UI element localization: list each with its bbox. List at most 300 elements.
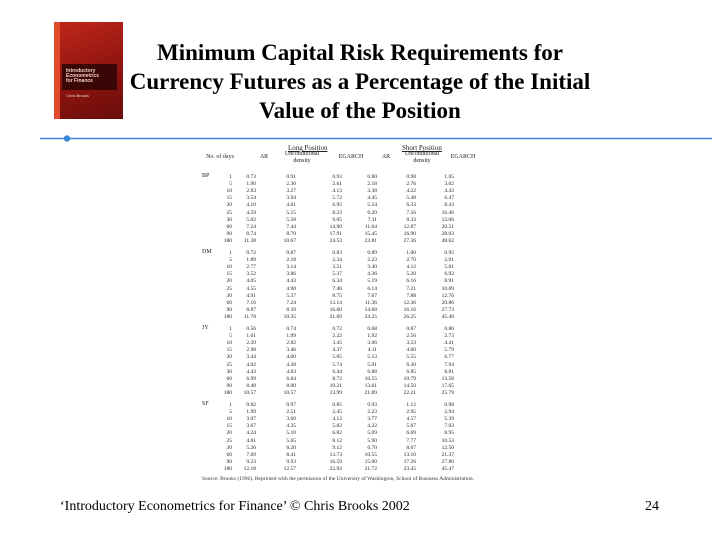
table-cell: 25.79 (441, 389, 454, 396)
table-cell: 10.35 (283, 313, 296, 320)
slide-title: Minimum Capital Risk Requirements for Currency Futures as a Percentage of the Initial Value of the Position (129, 40, 591, 123)
table-cell: 4.00 (286, 354, 296, 361)
table-cell: 26.25 (403, 313, 416, 320)
table-cell: 6.14 (367, 285, 377, 292)
table-cell: 1.99 (246, 409, 256, 416)
table-cell: 0.56 (246, 326, 256, 332)
table-cell: 5.15 (286, 209, 296, 216)
table-cell: 8.74 (246, 230, 256, 237)
table-cell: 5.02 (246, 216, 256, 223)
table-cell: 1.00 (406, 250, 416, 256)
table-cell: 12.18 (243, 465, 256, 472)
table-cell: 5.37 (332, 271, 342, 278)
table-cell: 45.48 (441, 313, 454, 320)
table-cell: 3.77 (367, 416, 377, 423)
table-cell: 5.39 (444, 416, 454, 423)
table-cell: 2.73 (444, 333, 454, 340)
table-cell: 0.68 (367, 326, 377, 332)
table-cell: 5.67 (406, 423, 416, 430)
table-cell: 4.55 (246, 285, 256, 292)
table-cell: 13.61 (364, 382, 377, 389)
table-cell: 4.83 (286, 368, 296, 375)
table-cell: 25 (226, 437, 232, 444)
table-cell: 3.40 (367, 264, 377, 271)
table-cell: 13.99 (329, 389, 342, 396)
book-cover-image (54, 22, 123, 119)
table-cell: 4.12 (332, 416, 342, 423)
table-cell: 16.59 (329, 458, 342, 465)
table-cell: 7.21 (406, 285, 416, 292)
table-cell: 20 (226, 354, 232, 361)
table-cell: 2.70 (406, 257, 416, 264)
table-cell: 60 (226, 223, 232, 230)
table-cell: 5 (229, 257, 232, 264)
table-cell: 4.41 (444, 340, 454, 347)
table-cell: 22.21 (403, 389, 416, 396)
table-cell: 5.55 (406, 354, 416, 361)
table-cell: 22.92 (329, 465, 342, 472)
book-spine (54, 22, 60, 119)
table-cell: 180 (223, 465, 232, 472)
footer-citation: ‘Introductory Econometrics for Finance’ © Chris Brooks 2002 (60, 499, 410, 514)
table-cell: 4.12 (406, 264, 416, 271)
table-cell: 12.36 (403, 299, 416, 306)
table-cell: 1.61 (246, 333, 256, 340)
table-cell: 8.81 (444, 368, 454, 375)
table-cell: 2.34 (332, 257, 342, 264)
table-cell: 4.22 (367, 423, 377, 430)
table-cell: 2.95 (406, 409, 416, 416)
book-author: Chris Brooks (66, 93, 89, 98)
table-cell: 90 (226, 382, 232, 389)
table-cell: 3.94 (286, 195, 296, 202)
table-cell: 0.82 (246, 402, 256, 408)
table-cell: 5.48 (406, 195, 416, 202)
table-cell: 2.61 (332, 181, 342, 188)
table-cell: 4.05 (246, 278, 256, 285)
table-cell: 0.72 (332, 326, 342, 332)
table-cell: 3.54 (246, 195, 256, 202)
col-header-uncond-short: Unconditional density (404, 151, 440, 164)
table-cell: 9.23 (246, 458, 256, 465)
table-cell: 90 (226, 306, 232, 313)
table-cell: 0.73 (246, 174, 256, 180)
table-cell: 12.50 (441, 444, 454, 451)
table-cell: 2.51 (286, 409, 296, 416)
table-cell: 4.38 (286, 361, 296, 368)
table-cell: 23.45 (403, 465, 416, 472)
table-cell: 5.74 (332, 361, 342, 368)
table-cell: 5.10 (286, 430, 296, 437)
table-cell: 5.90 (367, 437, 377, 444)
table-cell: 14.50 (403, 382, 416, 389)
table-cell: 4.02 (246, 361, 256, 368)
table-cell: 5.09 (367, 430, 377, 437)
title-divider (40, 135, 712, 142)
table-cell: 0.93 (367, 402, 377, 408)
table-cell: 7.69 (246, 451, 256, 458)
col-header-ar-short: AR (381, 154, 391, 160)
table-cell: 8.39 (286, 306, 296, 313)
table-cell: 60 (226, 299, 232, 306)
header-long-position: Long Position (288, 144, 328, 152)
table-cell: 3.44 (246, 354, 256, 361)
source-note: Source: Brooks (1996). Reprinted with the permission of the University of Washington, School of Business Administration. (202, 476, 474, 482)
group-label-jy: JY (202, 325, 209, 331)
table-cell: 6.88 (367, 368, 377, 375)
table-cell: 20 (226, 202, 232, 209)
table-cell: 5.72 (332, 195, 342, 202)
table-cell: 8.67 (406, 444, 416, 451)
table-cell: 2.23 (367, 409, 377, 416)
table-cell: 1 (229, 174, 232, 180)
table-cell: 21.37 (441, 451, 454, 458)
table-cell: 20.51 (441, 223, 454, 230)
group-label-sf: SF (202, 401, 209, 407)
table-cell: 20 (226, 430, 232, 437)
table-cell: 11.38 (243, 237, 256, 244)
table-cell: 8.43 (444, 202, 454, 209)
table-cell: 0.91 (286, 174, 296, 180)
table-cell: 3.27 (286, 188, 296, 195)
table-cell: 10.46 (441, 209, 454, 216)
table-cell: 7.16 (246, 299, 256, 306)
table-cell: 5.37 (286, 292, 296, 299)
table-cell: 12.06 (441, 216, 454, 223)
table-cell: 13.10 (403, 451, 416, 458)
table-cell: 11.36 (364, 299, 377, 306)
table-cell: 5.26 (246, 444, 256, 451)
table-cell: 16.90 (403, 230, 416, 237)
table-cell: 8.72 (332, 375, 342, 382)
table-cell: 6.34 (332, 278, 342, 285)
table-cell: 3.02 (444, 181, 454, 188)
table-cell: 4.43 (286, 278, 296, 285)
table-cell: 6.44 (332, 368, 342, 375)
table-cell: 4.10 (246, 202, 256, 209)
table-cell: 1.89 (246, 257, 256, 264)
table-cell: 13.14 (329, 299, 342, 306)
table-cell: 5 (229, 181, 232, 188)
table-cell: 8.12 (332, 437, 342, 444)
table-cell: 7.46 (332, 285, 342, 292)
table-cell: 14.68 (364, 306, 377, 313)
table-cell: 30 (226, 216, 232, 223)
table-cell: 2.77 (246, 264, 256, 271)
table-cell: 6.20 (286, 444, 296, 451)
table-cell: 4.22 (406, 188, 416, 195)
table-cell: 7.94 (444, 361, 454, 368)
table-cell: 17.65 (441, 382, 454, 389)
table-cell: 15 (226, 347, 232, 354)
table-cell: 11.64 (364, 223, 377, 230)
table-cell: 0.72 (246, 250, 256, 256)
table-cell: 3.46 (286, 347, 296, 354)
table-cell: 8.41 (286, 451, 296, 458)
table-cell: 4.81 (246, 437, 256, 444)
table-cell: 5.82 (332, 423, 342, 430)
table-cell: 9.05 (332, 216, 342, 223)
table-cell: 4.43 (444, 188, 454, 195)
table-cell: 7.11 (367, 216, 377, 223)
table-cell: 4.91 (246, 292, 256, 299)
table-cell: 6.95 (332, 202, 342, 209)
table-cell: 180 (223, 389, 232, 396)
table-cell: 1.99 (286, 333, 296, 340)
table-cell: 5.13 (367, 354, 377, 361)
table-cell: 1 (229, 326, 232, 332)
table-cell: 5.24 (367, 202, 377, 209)
table-cell: 8.23 (332, 209, 342, 216)
table-cell: 45.47 (441, 465, 454, 472)
table-cell: 7.07 (367, 292, 377, 299)
table-cell: 28.03 (441, 230, 454, 237)
table-cell: 25 (226, 209, 232, 216)
table-cell: 7.88 (406, 292, 416, 299)
table-cell: 3.06 (367, 340, 377, 347)
table-cell: 4.61 (286, 202, 296, 209)
table-cell: 5.01 (444, 264, 454, 271)
table-cell: 10 (226, 340, 232, 347)
table-cell: 3.14 (286, 264, 296, 271)
table-cell: 6.69 (406, 430, 416, 437)
table-cell: 3.38 (367, 188, 377, 195)
table-cell: 6.84 (286, 375, 296, 382)
table-cell: 4.13 (332, 188, 342, 195)
table-cell: 15 (226, 423, 232, 430)
table-cell: 5.20 (406, 271, 416, 278)
group-label-bp: BP (202, 173, 210, 179)
book-title: Introductory Econometrics for Finance (66, 68, 100, 84)
table-cell: 4.36 (367, 271, 377, 278)
table-cell: 10.53 (441, 437, 454, 444)
table-cell: 4.11 (367, 347, 377, 354)
table-cell: 6.33 (406, 202, 416, 209)
table-cell: 1.12 (406, 402, 416, 408)
table-cell: 21.72 (364, 465, 377, 472)
table-cell: 8.87 (246, 306, 256, 313)
col-header-days: No. of days (206, 154, 234, 160)
table-cell: 0.80 (367, 174, 377, 180)
table-cell: 0.97 (286, 402, 296, 408)
table-cell: 15.00 (364, 458, 377, 465)
table-cell: 10.57 (243, 389, 256, 396)
table-cell: 27.80 (441, 458, 454, 465)
table-cell: 9.12 (332, 444, 342, 451)
table-cell: 27.36 (403, 237, 416, 244)
table-cell: 10.21 (329, 382, 342, 389)
table-cell: 2.18 (286, 257, 296, 264)
table-cell: 23.81 (364, 237, 377, 244)
table-cell: 10.55 (364, 451, 377, 458)
table-cell: 6.85 (406, 368, 416, 375)
table-cell: 7.03 (444, 423, 454, 430)
table-cell: 1 (229, 402, 232, 408)
table-cell: 24.53 (329, 237, 342, 244)
col-header-egarch-short: EGARCH (450, 154, 476, 160)
table-cell: 4.59 (246, 209, 256, 216)
table-cell: 60 (226, 451, 232, 458)
table-cell: 13.73 (329, 451, 342, 458)
table-cell: 2.91 (444, 257, 454, 264)
col-header-uncond-long: Unconditional density (284, 151, 320, 164)
table-cell: 4.60 (406, 347, 416, 354)
table-cell: 17.91 (329, 230, 342, 237)
table-cell: 0.85 (332, 402, 342, 408)
table-cell: 5.19 (367, 278, 377, 285)
table-cell: 10.67 (283, 237, 296, 244)
table-cell: 8.48 (246, 382, 256, 389)
table-cell: 2.39 (246, 340, 256, 347)
table-cell: 25 (226, 285, 232, 292)
table-cell: 9.93 (286, 458, 296, 465)
table-cell: 4.90 (286, 285, 296, 292)
table-cell: 16.16 (403, 306, 416, 313)
table-cell: 7.24 (246, 223, 256, 230)
table-cell: 7.77 (406, 437, 416, 444)
table-cell: 6.82 (332, 430, 342, 437)
table-cell: 5 (229, 333, 232, 340)
table-cell: 15 (226, 195, 232, 202)
table-cell: 10 (226, 264, 232, 271)
table-cell: 0.95 (444, 250, 454, 256)
table-cell: 4.37 (332, 347, 342, 354)
table-cell: 0.87 (406, 326, 416, 332)
table-cell: 8.91 (444, 278, 454, 285)
table-cell: 21.69 (329, 313, 342, 320)
table-cell: 15.45 (364, 230, 377, 237)
table-cell: 3.51 (332, 264, 342, 271)
table-cell: 30 (226, 444, 232, 451)
table-cell: 6.99 (246, 375, 256, 382)
table-cell: 180 (223, 313, 232, 320)
table-cell: 1.05 (444, 174, 454, 180)
table-cell: 5 (229, 409, 232, 416)
table-cell: 48.62 (441, 237, 454, 244)
table-cell: 12.57 (283, 465, 296, 472)
table-cell: 3.53 (406, 340, 416, 347)
table-cell: 17.26 (403, 458, 416, 465)
table-cell: 5.05 (332, 354, 342, 361)
table-cell: 60 (226, 375, 232, 382)
page-number: 24 (645, 499, 659, 514)
table-cell: 0.87 (286, 250, 296, 256)
table-cell: 10.57 (283, 389, 296, 396)
table-cell: 8.95 (444, 430, 454, 437)
table-cell: 6.30 (406, 361, 416, 368)
table-cell: 2.83 (246, 188, 256, 195)
table-cell: 90 (226, 230, 232, 237)
table-cell: 14.90 (329, 223, 342, 230)
table-cell: 1.90 (246, 181, 256, 188)
table-cell: 4.35 (286, 423, 296, 430)
table-cell: 5.58 (286, 216, 296, 223)
table-cell: 20.86 (441, 299, 454, 306)
table-cell: 6.70 (367, 444, 377, 451)
table-cell: 10 (226, 188, 232, 195)
table-cell: 0.93 (332, 174, 342, 180)
table-cell: 7.56 (406, 209, 416, 216)
table-cell: 2.56 (406, 333, 416, 340)
table-cell: 3.60 (286, 416, 296, 423)
table-cell: 11.78 (243, 313, 256, 320)
group-label-dm: DM (202, 249, 212, 255)
table-cell: 180 (223, 237, 232, 244)
table-cell: 6.47 (444, 195, 454, 202)
col-header-ar-long: AR (259, 154, 269, 160)
table-cell: 2.23 (367, 257, 377, 264)
table-cell: 7.24 (286, 299, 296, 306)
table-cell: 6.16 (406, 278, 416, 285)
table-cell: 4.57 (406, 416, 416, 423)
table-cell: 2.22 (332, 333, 342, 340)
table-cell: 6.92 (444, 271, 454, 278)
table-cell: 0.74 (286, 326, 296, 332)
table-cell: 16.60 (329, 306, 342, 313)
table-cell: 3.86 (286, 271, 296, 278)
table-cell: 10 (226, 416, 232, 423)
table-cell: 90 (226, 458, 232, 465)
table-cell: 0.98 (406, 174, 416, 180)
table-cell: 0.86 (444, 326, 454, 332)
header-short-position: Short Position (402, 144, 442, 152)
table-cell: 6.77 (444, 354, 454, 361)
table-cell: 2.94 (444, 409, 454, 416)
table-cell: 1.92 (367, 333, 377, 340)
table-cell: 5.65 (286, 437, 296, 444)
table-cell: 5.91 (367, 361, 377, 368)
table-cell: 10.79 (403, 375, 416, 382)
col-header-egarch-long: EGARCH (338, 154, 364, 160)
table-cell: 4.24 (246, 430, 256, 437)
table-cell: 0.89 (367, 250, 377, 256)
table-cell: 2.18 (367, 181, 377, 188)
table-cell: 12.76 (441, 292, 454, 299)
table-cell: 2.76 (406, 181, 416, 188)
table-cell: 3.67 (246, 423, 256, 430)
table-cell: 24.25 (364, 313, 377, 320)
table-cell: 3.52 (246, 271, 256, 278)
table-cell: 4.43 (246, 368, 256, 375)
table-cell: 3.07 (246, 416, 256, 423)
table-cell: 10.69 (441, 285, 454, 292)
table-cell: 27.73 (441, 306, 454, 313)
table-cell: 6.20 (367, 209, 377, 216)
table-cell: 8.33 (406, 216, 416, 223)
table-cell: 30 (226, 368, 232, 375)
table-cell: 30 (226, 292, 232, 299)
table-cell: 12.87 (403, 223, 416, 230)
table-cell: 25 (226, 361, 232, 368)
table-cell: 21.89 (364, 389, 377, 396)
table-cell: 2.98 (246, 347, 256, 354)
table-cell: 5.79 (444, 347, 454, 354)
table-cell: 15 (226, 271, 232, 278)
table-cell: 2.30 (286, 181, 296, 188)
table-cell: 13.58 (441, 375, 454, 382)
table-cell: 3.45 (332, 340, 342, 347)
table-cell: 2.82 (286, 340, 296, 347)
table-cell: 10.55 (364, 375, 377, 382)
table-cell: 8.70 (286, 230, 296, 237)
table-cell: 2.45 (332, 409, 342, 416)
table-cell: 0.83 (332, 250, 342, 256)
table-cell: 7.44 (286, 223, 296, 230)
mcrr-table (196, 144, 484, 496)
table-cell: 0.98 (444, 402, 454, 408)
table-cell: 1 (229, 250, 232, 256)
table-cell: 20 (226, 278, 232, 285)
